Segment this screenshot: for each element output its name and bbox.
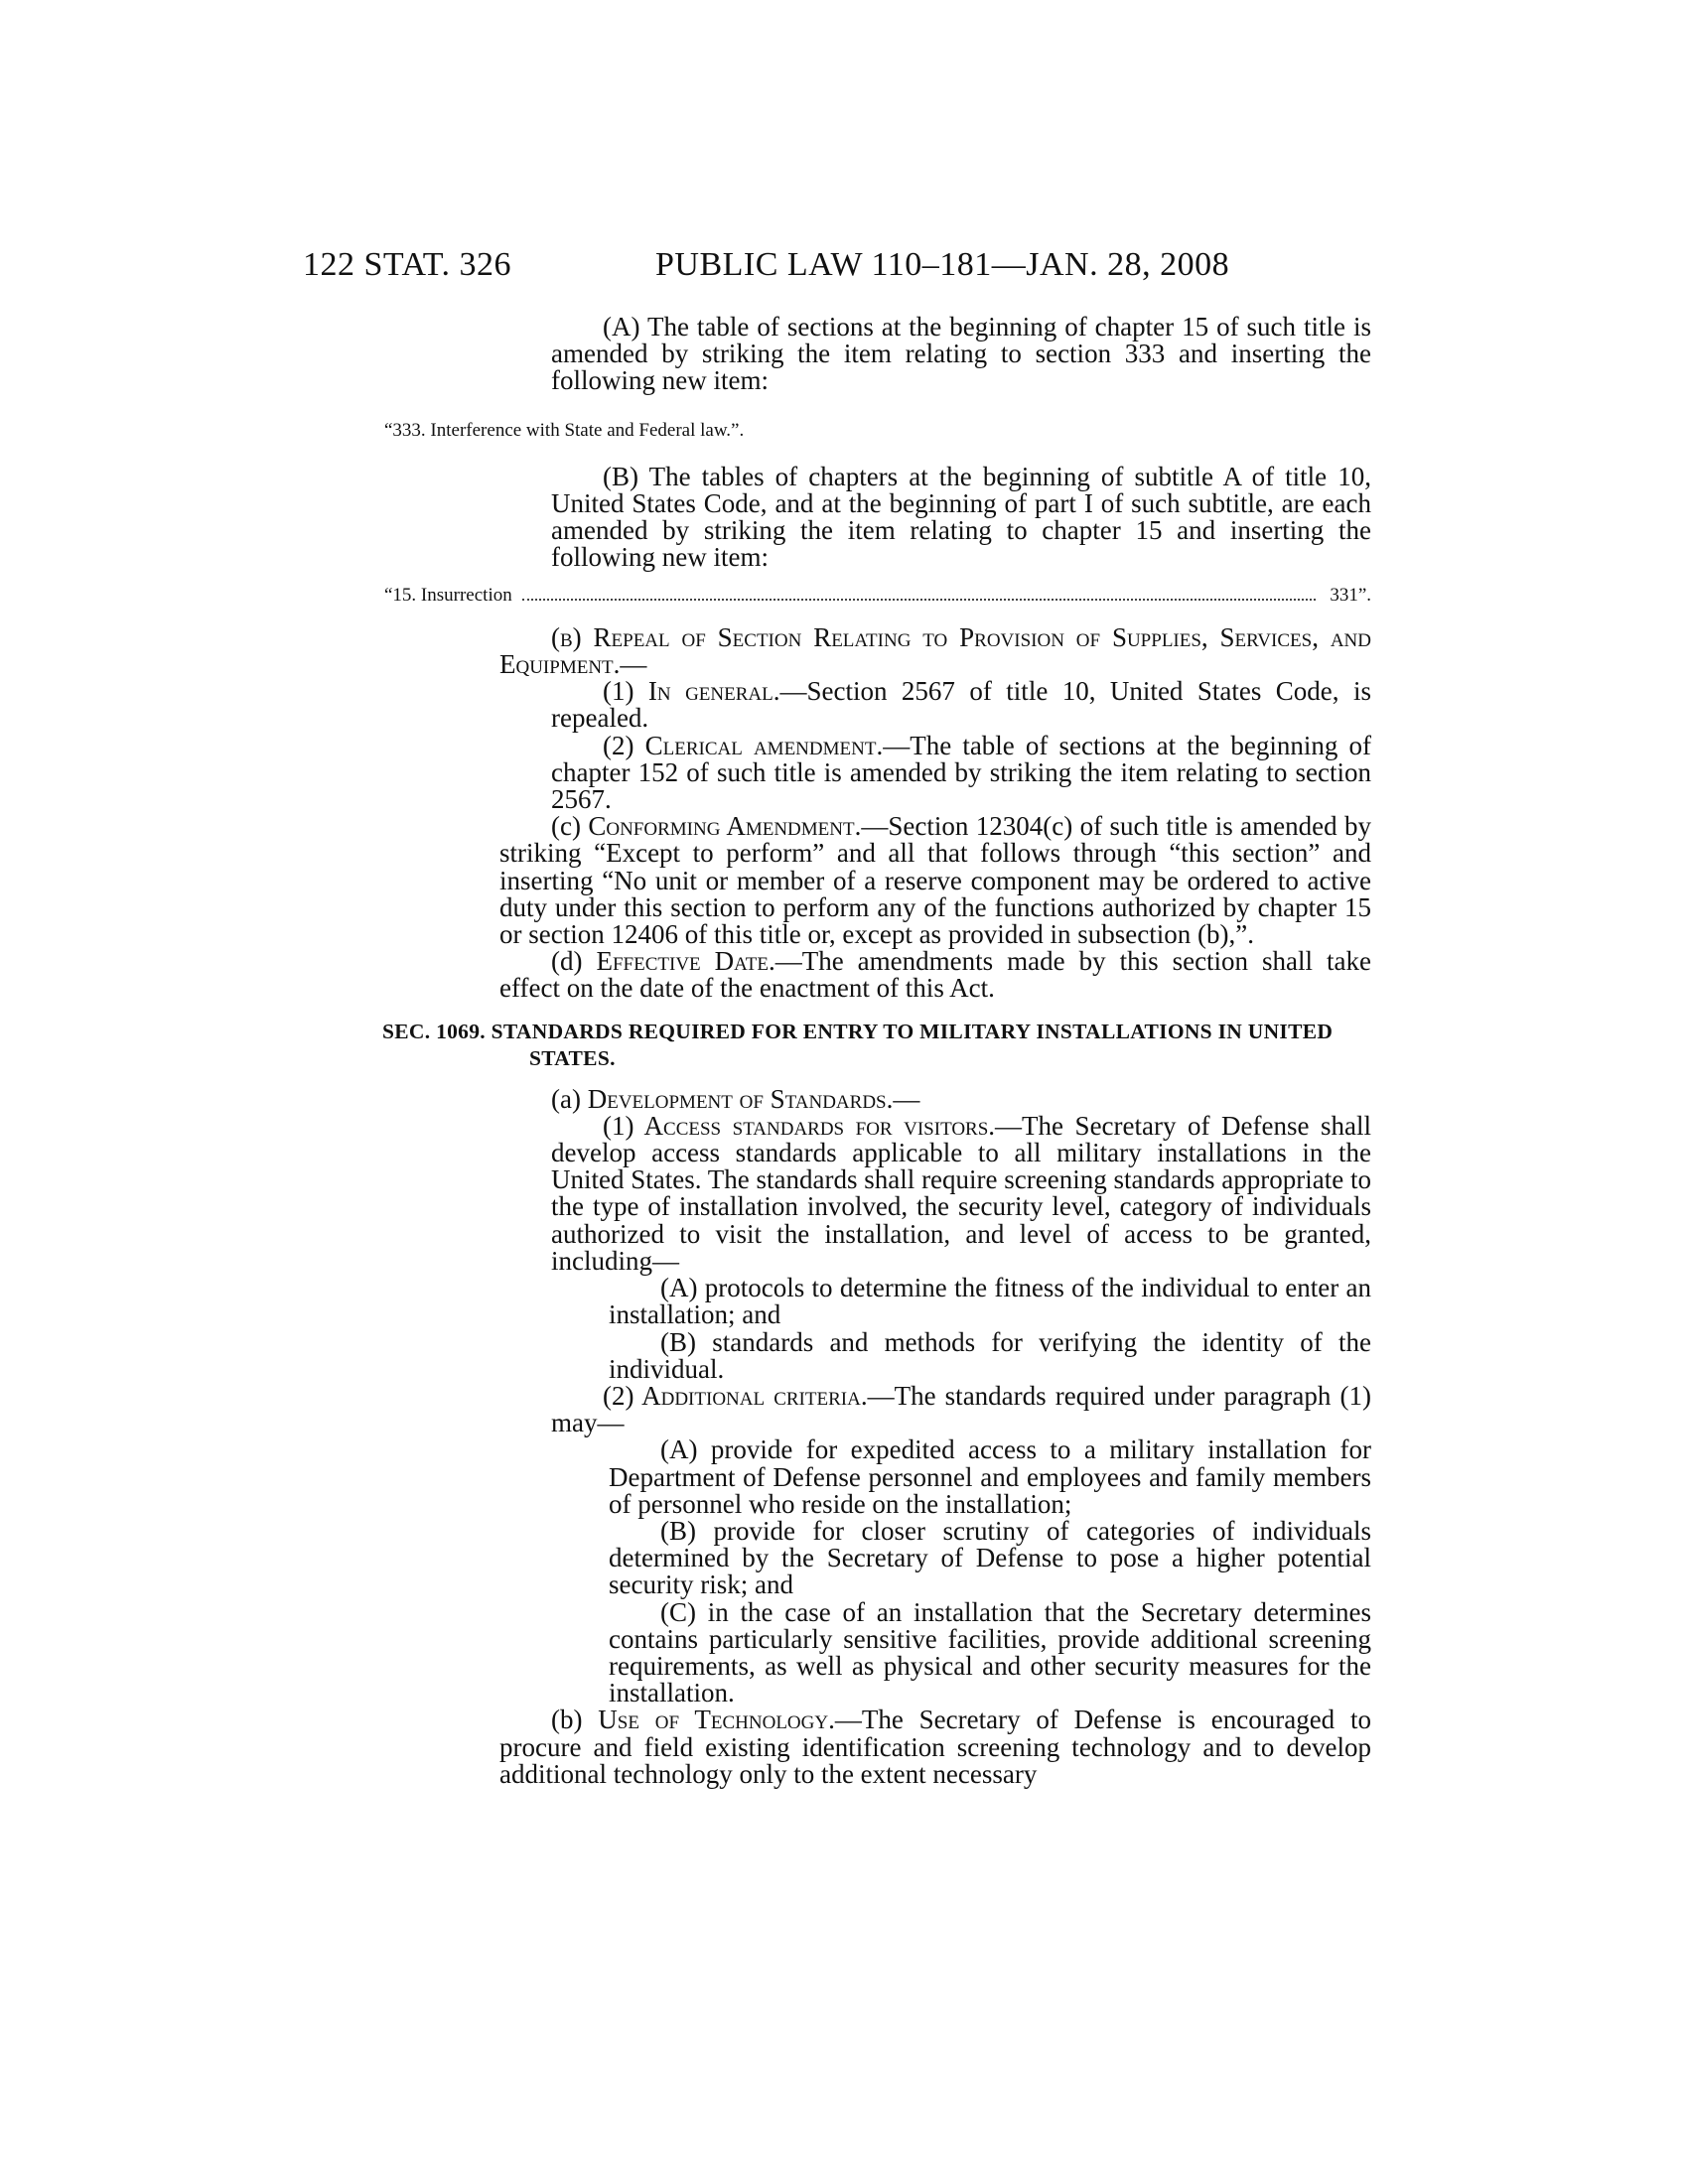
a-heading: Development of Standards. bbox=[587, 1083, 894, 1114]
subsection-b-head-text: (b) Repeal of Section Relating to Provision of Supplies, Services, and Equipment.— bbox=[499, 621, 1371, 680]
tb-heading: Use of Technology. bbox=[598, 1705, 835, 1735]
b1-text: —Section 2567 of title 10, United States Code, is repealed. bbox=[551, 676, 1371, 734]
paragraph-a1 bbox=[499, 1110, 1371, 1276]
subparagraph-a1-B: (B) standards and methods for verifying the identity of the individual. bbox=[609, 1326, 1371, 1384]
c-prefix: (c) bbox=[551, 811, 589, 842]
tb-text: —The Secretary of Defense is encouraged to procure and field existing identification screening technology and to develop additional technology only to the extent necessary bbox=[499, 1705, 1371, 1789]
c-text: —Section 12304(c) of such title is amended by striking “Except to perform” and all that follows through “this section” and inserting “No unit or member of a reserve component may be ordered to active duty under this section to perform any of the functions authorized by chapter 15 or section 12406 of this title or, except as provided in subsection (b),”. bbox=[499, 811, 1371, 950]
paragraph-b1 bbox=[499, 678, 1371, 732]
subparagraph-a1-A: (A) protocols to determine the fitness of the individual to enter an installation; and bbox=[609, 1273, 1371, 1330]
a2-text: —The standards required under paragraph (1) may— bbox=[551, 1380, 1371, 1438]
subsection-c bbox=[499, 813, 1371, 948]
inserted-item-333: “333. Interference with State and Federal law.”. bbox=[384, 419, 745, 441]
toc-page: 331”. bbox=[1330, 584, 1371, 606]
public-law-title: PUBLIC LAW 110–181—JAN. 28, 2008 bbox=[655, 246, 1230, 283]
a2-heading: (2) Additional criteria. bbox=[603, 1380, 868, 1411]
a1-text: —The Secretary of Defense shall develop access standards applicable to all military installations in the United States. The standards shall require screening standards appropriate to the type of installation involved, the security level, category of individuals authorized to visit the installation, and level of access to be granted, including— bbox=[551, 1110, 1371, 1276]
tb-prefix: (b) bbox=[551, 1705, 599, 1735]
b1-heading: (1) In general. bbox=[603, 676, 780, 707]
c-heading: Conforming Amendment. bbox=[588, 811, 862, 842]
b2-heading: (2) Clerical amendment. bbox=[603, 730, 884, 760]
subparagraph-a2-B: (B) provide for closer scrutiny of categories of individuals determined by the Secretary of Defense to pose a higher potential security risk; and bbox=[609, 1515, 1371, 1600]
paragraph-b-tables-of-chapters: (B) The tables of chapters at the beginning of subtitle A of title 10, United States Code, and at the beginning of part I of such subtitle, are each amended by striking the item relating to chapter 15 and inserting the following new item: bbox=[551, 461, 1371, 573]
a-prefix: (a) bbox=[551, 1083, 588, 1114]
paragraph-b2 bbox=[499, 730, 1372, 815]
a-dash: — bbox=[893, 1083, 920, 1114]
subsection-d bbox=[499, 948, 1371, 1002]
d-prefix: (d) bbox=[551, 946, 597, 977]
toc-leader-dots bbox=[522, 599, 1317, 601]
stat-page-number: 122 STAT. 326 bbox=[303, 246, 511, 283]
subsection-b-heading bbox=[499, 621, 1371, 680]
subparagraph-a2-A: (A) provide for expedited access to a military installation for Department of Defense personnel and employees and family members of personnel who reside on the installation; bbox=[609, 1434, 1371, 1519]
d-text: —The amendments made by this section shall take effect on the date of the enactment of this Act. bbox=[499, 946, 1371, 1004]
paragraph-a-table-of-sections: (A) The table of sections at the beginning of chapter 15 of such title is amended by striking the item relating to section 333 and inserting the following new item: bbox=[551, 312, 1371, 396]
section-1069-heading: SEC. 1069. STANDARDS REQUIRED FOR ENTRY TO MILITARY INSTALLATIONS IN UNITED STATES. bbox=[382, 1019, 1334, 1070]
subsection-a-heading bbox=[499, 1083, 1371, 1114]
d-heading: Effective Date. bbox=[596, 946, 775, 977]
subsection-b-technology bbox=[499, 1706, 1371, 1788]
document-body bbox=[382, 312, 1372, 1789]
a1-heading: (1) Access standards for visitors. bbox=[603, 1110, 996, 1141]
subparagraph-a2-C: (C) in the case of an installation that the Secretary determines contains particularly sensitive facilities, provide additional screening requirements, as well as physical and other security measures for the installation. bbox=[609, 1596, 1371, 1708]
toc-entry-insurrection bbox=[384, 582, 1371, 609]
toc-label: “15. Insurrection bbox=[384, 584, 512, 606]
paragraph-a2 bbox=[499, 1380, 1371, 1438]
b2-text: —The table of sections at the beginning of chapter 152 of such title is amended by striking the item relating to section 2567. bbox=[551, 730, 1372, 815]
